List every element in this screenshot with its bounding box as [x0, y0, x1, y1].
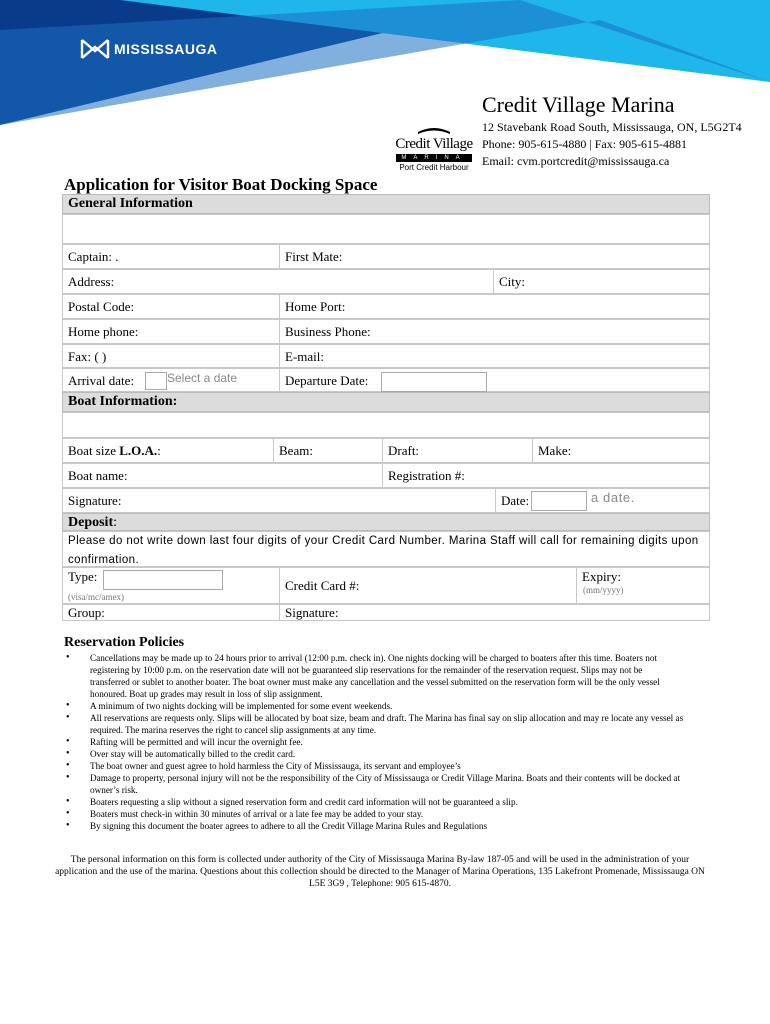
city-field[interactable] [494, 270, 710, 293]
credit-card-label: Credit Card #: [285, 578, 360, 593]
policy-item: • Over stay will be automatically billed to the credit card. [66, 748, 684, 760]
make-label: Make: [538, 443, 572, 458]
policy-item: • Boaters must check-in within 30 minutes of arrival or a late fee may be added to your stay. [66, 808, 684, 820]
make-field[interactable] [533, 439, 710, 462]
postal-row [62, 294, 710, 319]
cv-logo-port: Port Credit Harbour [399, 163, 469, 172]
boat-size-field[interactable] [63, 439, 273, 462]
captain-field[interactable] [63, 245, 279, 268]
general-info-header: General Information [62, 194, 710, 214]
beam-label: Beam: [279, 443, 313, 458]
marina-name: Credit Village Marina [482, 92, 675, 117]
boat-size-colon: : [157, 443, 161, 458]
cv-logo-marina: MARINA [396, 154, 472, 162]
signature-row [62, 488, 710, 513]
privacy-notice: The personal information on this form is collected under authority of the City of Mississauga Marina By-law 187-05 and will be used in the administration of your application and the use of the marina. Questions about this collection should be directed to the Manager of Marina Operations, 135 Lakefront Promenade, Mississauga ON L5E 3G9 , Telephone: 905 615-4870. [55, 855, 705, 889]
deposit-note-row [62, 531, 710, 567]
fax-label: Fax: ( ) [68, 349, 107, 364]
credit-card-field[interactable] [280, 568, 576, 603]
deposit-colon: : [113, 515, 118, 530]
phone-row [62, 319, 710, 344]
fax-field[interactable] [63, 345, 279, 367]
loa-label: L.O.A. [119, 443, 158, 458]
policies-list [66, 652, 684, 832]
home-port-field[interactable] [280, 295, 710, 318]
logo-text: MISSISSAUGA [114, 41, 218, 57]
departure-date-input[interactable] [381, 372, 487, 392]
postal-code-field[interactable] [63, 295, 279, 318]
dates-row [62, 368, 710, 392]
home-phone-field[interactable] [63, 320, 279, 343]
card-type-label: Type: [68, 569, 98, 584]
credit-village-logo [392, 126, 476, 174]
card-row [62, 567, 710, 604]
card-type-hint: (visa/mc/amex) [68, 592, 124, 602]
signature2-field[interactable] [280, 605, 710, 620]
address-row [62, 269, 710, 294]
marina-phone-fax: Phone: 905-615-4880 | Fax: 905-615-4881 [482, 137, 688, 151]
boat-name-field[interactable] [63, 464, 382, 487]
signature-field[interactable] [63, 489, 495, 512]
policy-item: • Boaters requesting a slip without a signed reservation form and credit card information will not be guaranteed a slip. [66, 796, 684, 808]
card-type-input[interactable] [103, 570, 223, 590]
boat-name-label: Boat name: [68, 468, 128, 483]
marina-contact [482, 119, 742, 170]
date-placeholder[interactable]: a date. [591, 490, 635, 505]
arrival-date-picker[interactable] [145, 372, 167, 390]
boat-info-blank-row [62, 412, 710, 438]
group-label: Group: [68, 605, 105, 620]
deposit-header [62, 513, 710, 531]
draft-label: Draft: [388, 443, 420, 458]
arrival-date-placeholder[interactable]: Select a date [167, 371, 238, 385]
expiry-hint: (mm/yyyy) [583, 585, 624, 595]
departure-date-cell [280, 369, 380, 391]
registration-label: Registration #: [388, 468, 465, 483]
email-label: E-mail: [285, 349, 324, 364]
captain-row [62, 244, 710, 269]
boat-info-header: Boat Information: [62, 392, 710, 412]
cv-logo-name: Credit Village [395, 136, 473, 152]
business-phone-label: Business Phone: [285, 324, 371, 339]
signature2-label: Signature: [285, 605, 339, 620]
form-title: Application for Visitor Boat Docking Space [64, 175, 378, 194]
arrival-date-label: Arrival date: [68, 373, 135, 388]
captain-label: Captain: . [68, 249, 119, 264]
marina-address: 12 Stavebank Road South, Mississauga, ON, L5G2T4 [482, 120, 742, 134]
policy-item: • Damage to property, personal injury will not be the responsibility of the City of Mississauga or Credit Village Marina. Boats and their contents will be docked at owner’s risk. [66, 772, 684, 796]
deposit-note: Please do not write down last four digits of your Credit Card Number. Marina Staff will call for remaining digits upon confirmation. [68, 535, 699, 566]
boat-size-label: Boat size [68, 443, 120, 458]
date-label: Date: [501, 493, 530, 508]
policy-item: • All reservations are requests only. Slips will be allocated by boat size, beam and draft. The Marina has final say on slip allocation and may re locate any vessel as required. The marina reserves the right to cancel slip assignments at any time. [66, 712, 684, 736]
policies-title: Reservation Policies [64, 635, 185, 650]
group-field[interactable] [63, 605, 279, 620]
fax-row [62, 344, 710, 368]
policy-item: • Cancellations may be made up to 24 hours prior to arrival (12:00 p.m. check in). One nights docking will be charged to boaters after this time. Boaters not registering by 10:00 p.m. on the reservation date will not be guaranteed slip reservations for the remainder of the reservation request. Slips may not be transferred or sublet to another boater. The boat owner must make any cancellation and the vessel submitted on the reservation form will be the only vessel honoured. Boat up grades may result in loss of slip assignment. [66, 652, 684, 700]
draft-field[interactable] [383, 439, 533, 462]
business-phone-field[interactable] [280, 320, 710, 343]
boat-name-row [62, 463, 710, 488]
beam-field[interactable] [274, 439, 382, 462]
group-row [62, 604, 710, 621]
boat-size-row [62, 438, 710, 463]
expiry-label: Expiry: [582, 569, 621, 584]
signature-label: Signature: [68, 493, 122, 508]
email-field[interactable] [280, 345, 710, 367]
first-mate-label: First Mate: [285, 249, 343, 264]
policy-item: • A minimum of two nights docking will be implemented for some event weekends. [66, 700, 684, 712]
home-port-label: Home Port: [285, 299, 346, 314]
first-mate-field[interactable] [280, 245, 710, 268]
address-field[interactable] [63, 270, 493, 293]
policy-item: • The boat owner and guest agree to hold harmless the City of Mississauga, its servant and employee’s [66, 760, 684, 772]
postal-code-label: Postal Code: [68, 299, 135, 314]
policy-item: • By signing this document the boater agrees to adhere to all the Credit Village Marina Rules and Regulations [66, 820, 684, 832]
city-label: City: [499, 274, 526, 289]
address-label: Address: [68, 274, 115, 289]
sail-icon [418, 126, 450, 134]
policy-item: • Rafting will be permitted and will incur the overnight fee. [66, 736, 684, 748]
mississauga-logo [80, 38, 218, 60]
deposit-title: Deposit [68, 515, 114, 530]
general-info-blank-row [62, 214, 710, 244]
marina-email: Email: cvm.portcredit@mississauga.ca [482, 154, 670, 168]
departure-date-label: Departure Date: [285, 373, 369, 388]
date-picker[interactable] [531, 491, 587, 511]
date-cell [496, 489, 536, 512]
mississauga-m-icon [80, 38, 110, 60]
registration-field[interactable] [383, 464, 710, 487]
home-phone-label: Home phone: [68, 324, 139, 339]
